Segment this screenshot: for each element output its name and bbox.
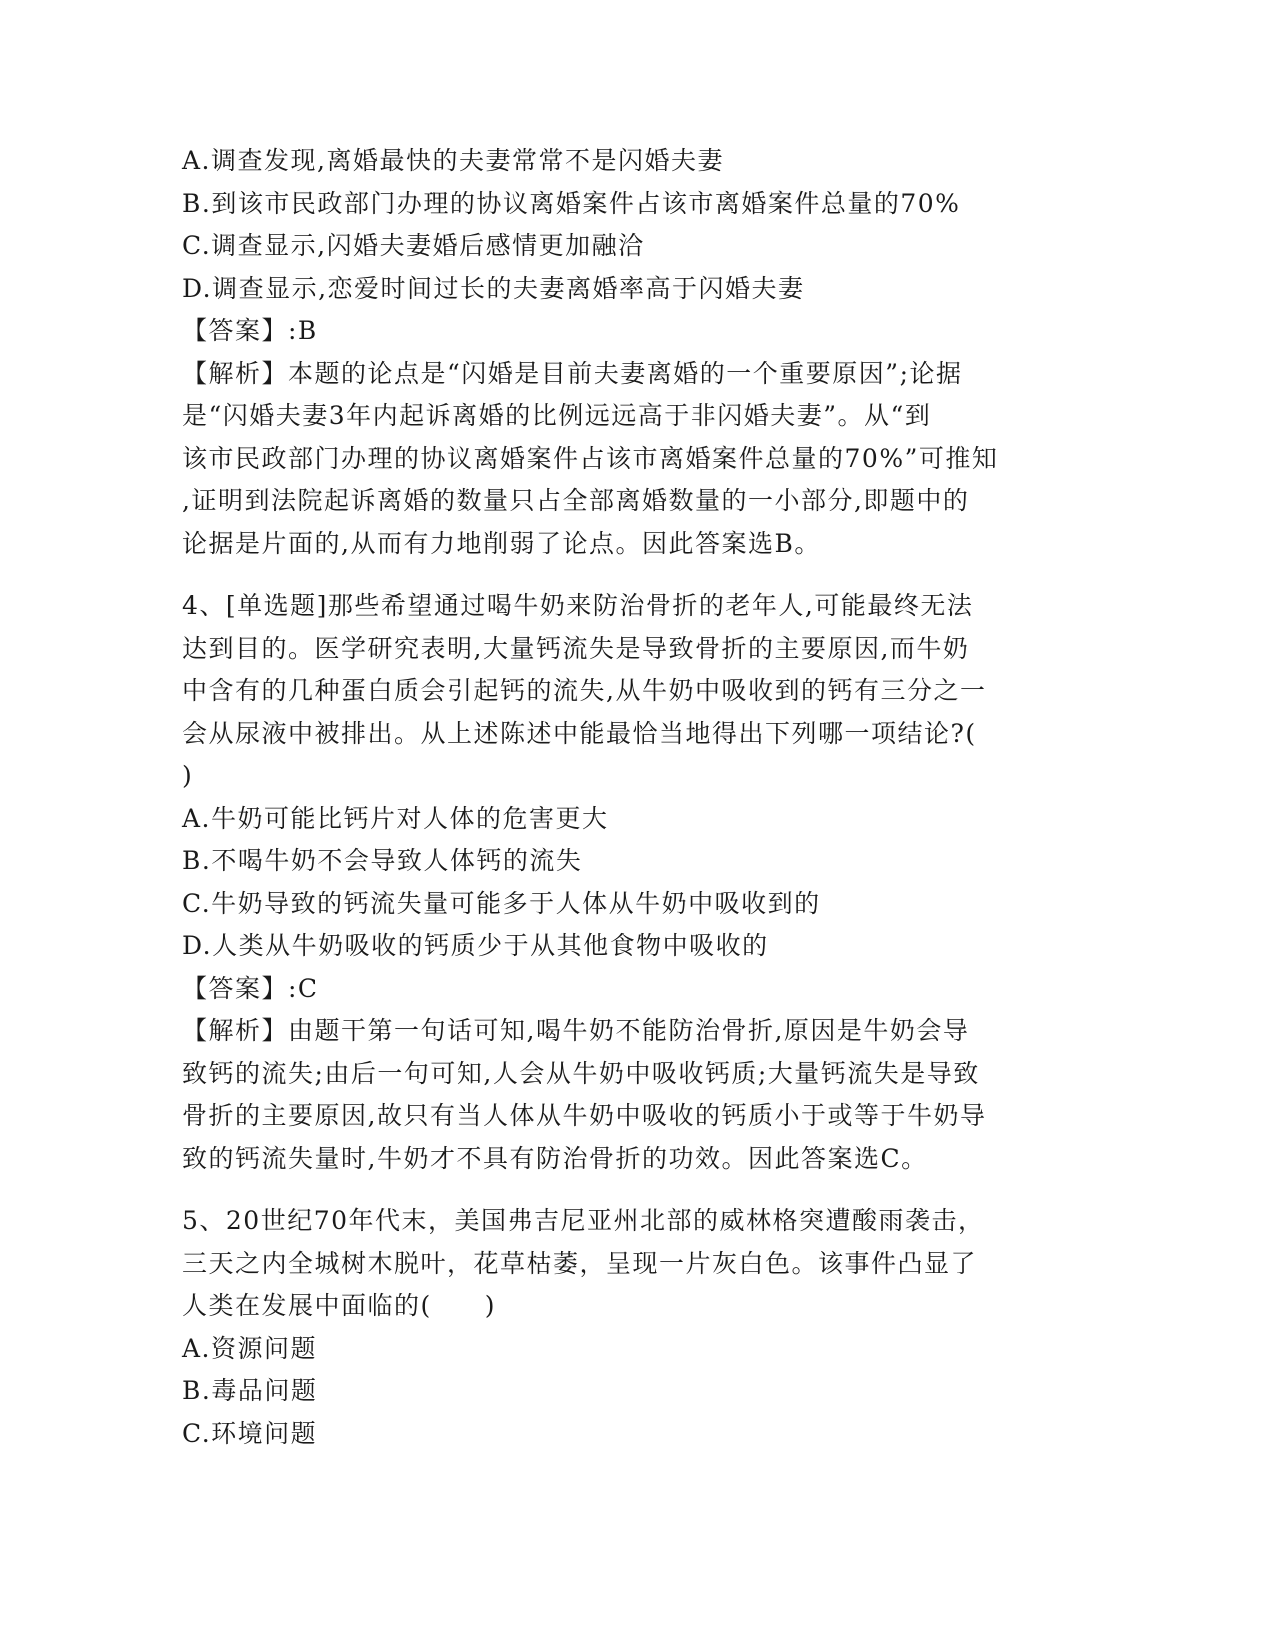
q4-analysis — [182, 1010, 1072, 1180]
q4-option-c: C.牛奶导致的钙流失量可能多于人体从牛奶中吸收到的 — [182, 888, 821, 918]
q5-stem-line: 5、20世纪70年代末，美国弗吉尼亚州北部的威林格突遭酸雨袭击， — [182, 1206, 985, 1235]
q4-stem-line: 达到目的。医学研究表明,大量钙流失是导致骨折的主要原因,而牛奶 — [182, 633, 970, 663]
q4-option-a: A.牛奶可能比钙片对人体的危害更大 — [182, 803, 609, 833]
spacer — [182, 565, 1072, 585]
q3-analysis — [182, 353, 1072, 566]
q4-answer: 【答案】:C — [182, 973, 319, 1003]
q3-analysis-line: 论据是片面的,从而有力地削弱了论点。因此答案选B。 — [182, 528, 821, 558]
q4-stem-line: 中含有的几种蛋白质会引起钙的流失,从牛奶中吸收到的钙有三分之一 — [182, 676, 987, 705]
q4-stem — [182, 585, 1072, 798]
exam-page — [182, 140, 1072, 1455]
q5-option-a: A.资源问题 — [182, 1333, 318, 1363]
q4-stem-line: 会从尿液中被排出。从上述陈述中能最恰当地得出下列哪一项结论?( — [182, 718, 977, 748]
q5-stem-line: 人类在发展中面临的( ) — [182, 1291, 497, 1320]
q3-analysis-line: 【解析】本题的论点是“闪婚是目前夫妻离婚的一个重要原因”;论据 — [182, 358, 963, 388]
q3-analysis-line: ,证明到法院起诉离婚的数量只占全部离婚数量的一小部分,即题中的 — [182, 486, 970, 515]
q3-option-d: D.调查显示,恋爱时间过长的夫妻离婚率高于闪婚夫妻 — [182, 273, 805, 303]
q4-analysis-line: 【解析】由题干第一句话可知,喝牛奶不能防治骨折,原因是牛奶会导 — [182, 1016, 970, 1045]
q5-option-b: B.毒品问题 — [182, 1376, 318, 1405]
q5-stem-line: 三天之内全城树木脱叶，花草枯萎，呈现一片灰白色。该事件凸显了 — [182, 1248, 978, 1278]
q4-stem-line: 4、[单选题]那些希望通过喝牛奶来防治骨折的老年人,可能最终无法 — [182, 591, 974, 620]
q3-analysis-line: 是“闪婚夫妻3年内起诉离婚的比例远远高于非闪婚夫妻”。从“到 — [182, 401, 932, 430]
question-3 — [182, 140, 1072, 565]
q3-answer: 【答案】:B — [182, 316, 318, 345]
q4-analysis-line: 致钙的流失;由后一句可知,人会从牛奶中吸收钙质;大量钙流失是导致 — [182, 1058, 980, 1088]
q5-option-c: C.环境问题 — [182, 1418, 318, 1448]
spacer — [182, 1180, 1072, 1200]
question-5 — [182, 1200, 1072, 1455]
q4-option-d: D.人类从牛奶吸收的钙质少于从其他食物中吸收的 — [182, 931, 769, 960]
q4-option-b: B.不喝牛奶不会导致人体钙的流失 — [182, 846, 583, 875]
q3-option-c: C.调查显示,闪婚夫妻婚后感情更加融洽 — [182, 231, 645, 260]
q3-option-a: A.调查发现,离婚最快的夫妻常常不是闪婚夫妻 — [182, 146, 724, 175]
q4-analysis-line: 致的钙流失量时,牛奶才不具有防治骨折的功效。因此答案选C。 — [182, 1143, 928, 1173]
q4-analysis-line: 骨折的主要原因,故只有当人体从牛奶中吸收的钙质小于或等于牛奶导 — [182, 1101, 987, 1130]
q5-stem — [182, 1200, 1072, 1328]
q4-stem-line: ) — [182, 761, 194, 790]
q3-option-b: B.到该市民政部门办理的协议离婚案件占该市离婚案件总量的70% — [182, 188, 961, 218]
q3-analysis-line: 该市民政部门办理的协议离婚案件占该市离婚案件总量的70%”可推知 — [182, 443, 999, 473]
question-4 — [182, 585, 1072, 1180]
